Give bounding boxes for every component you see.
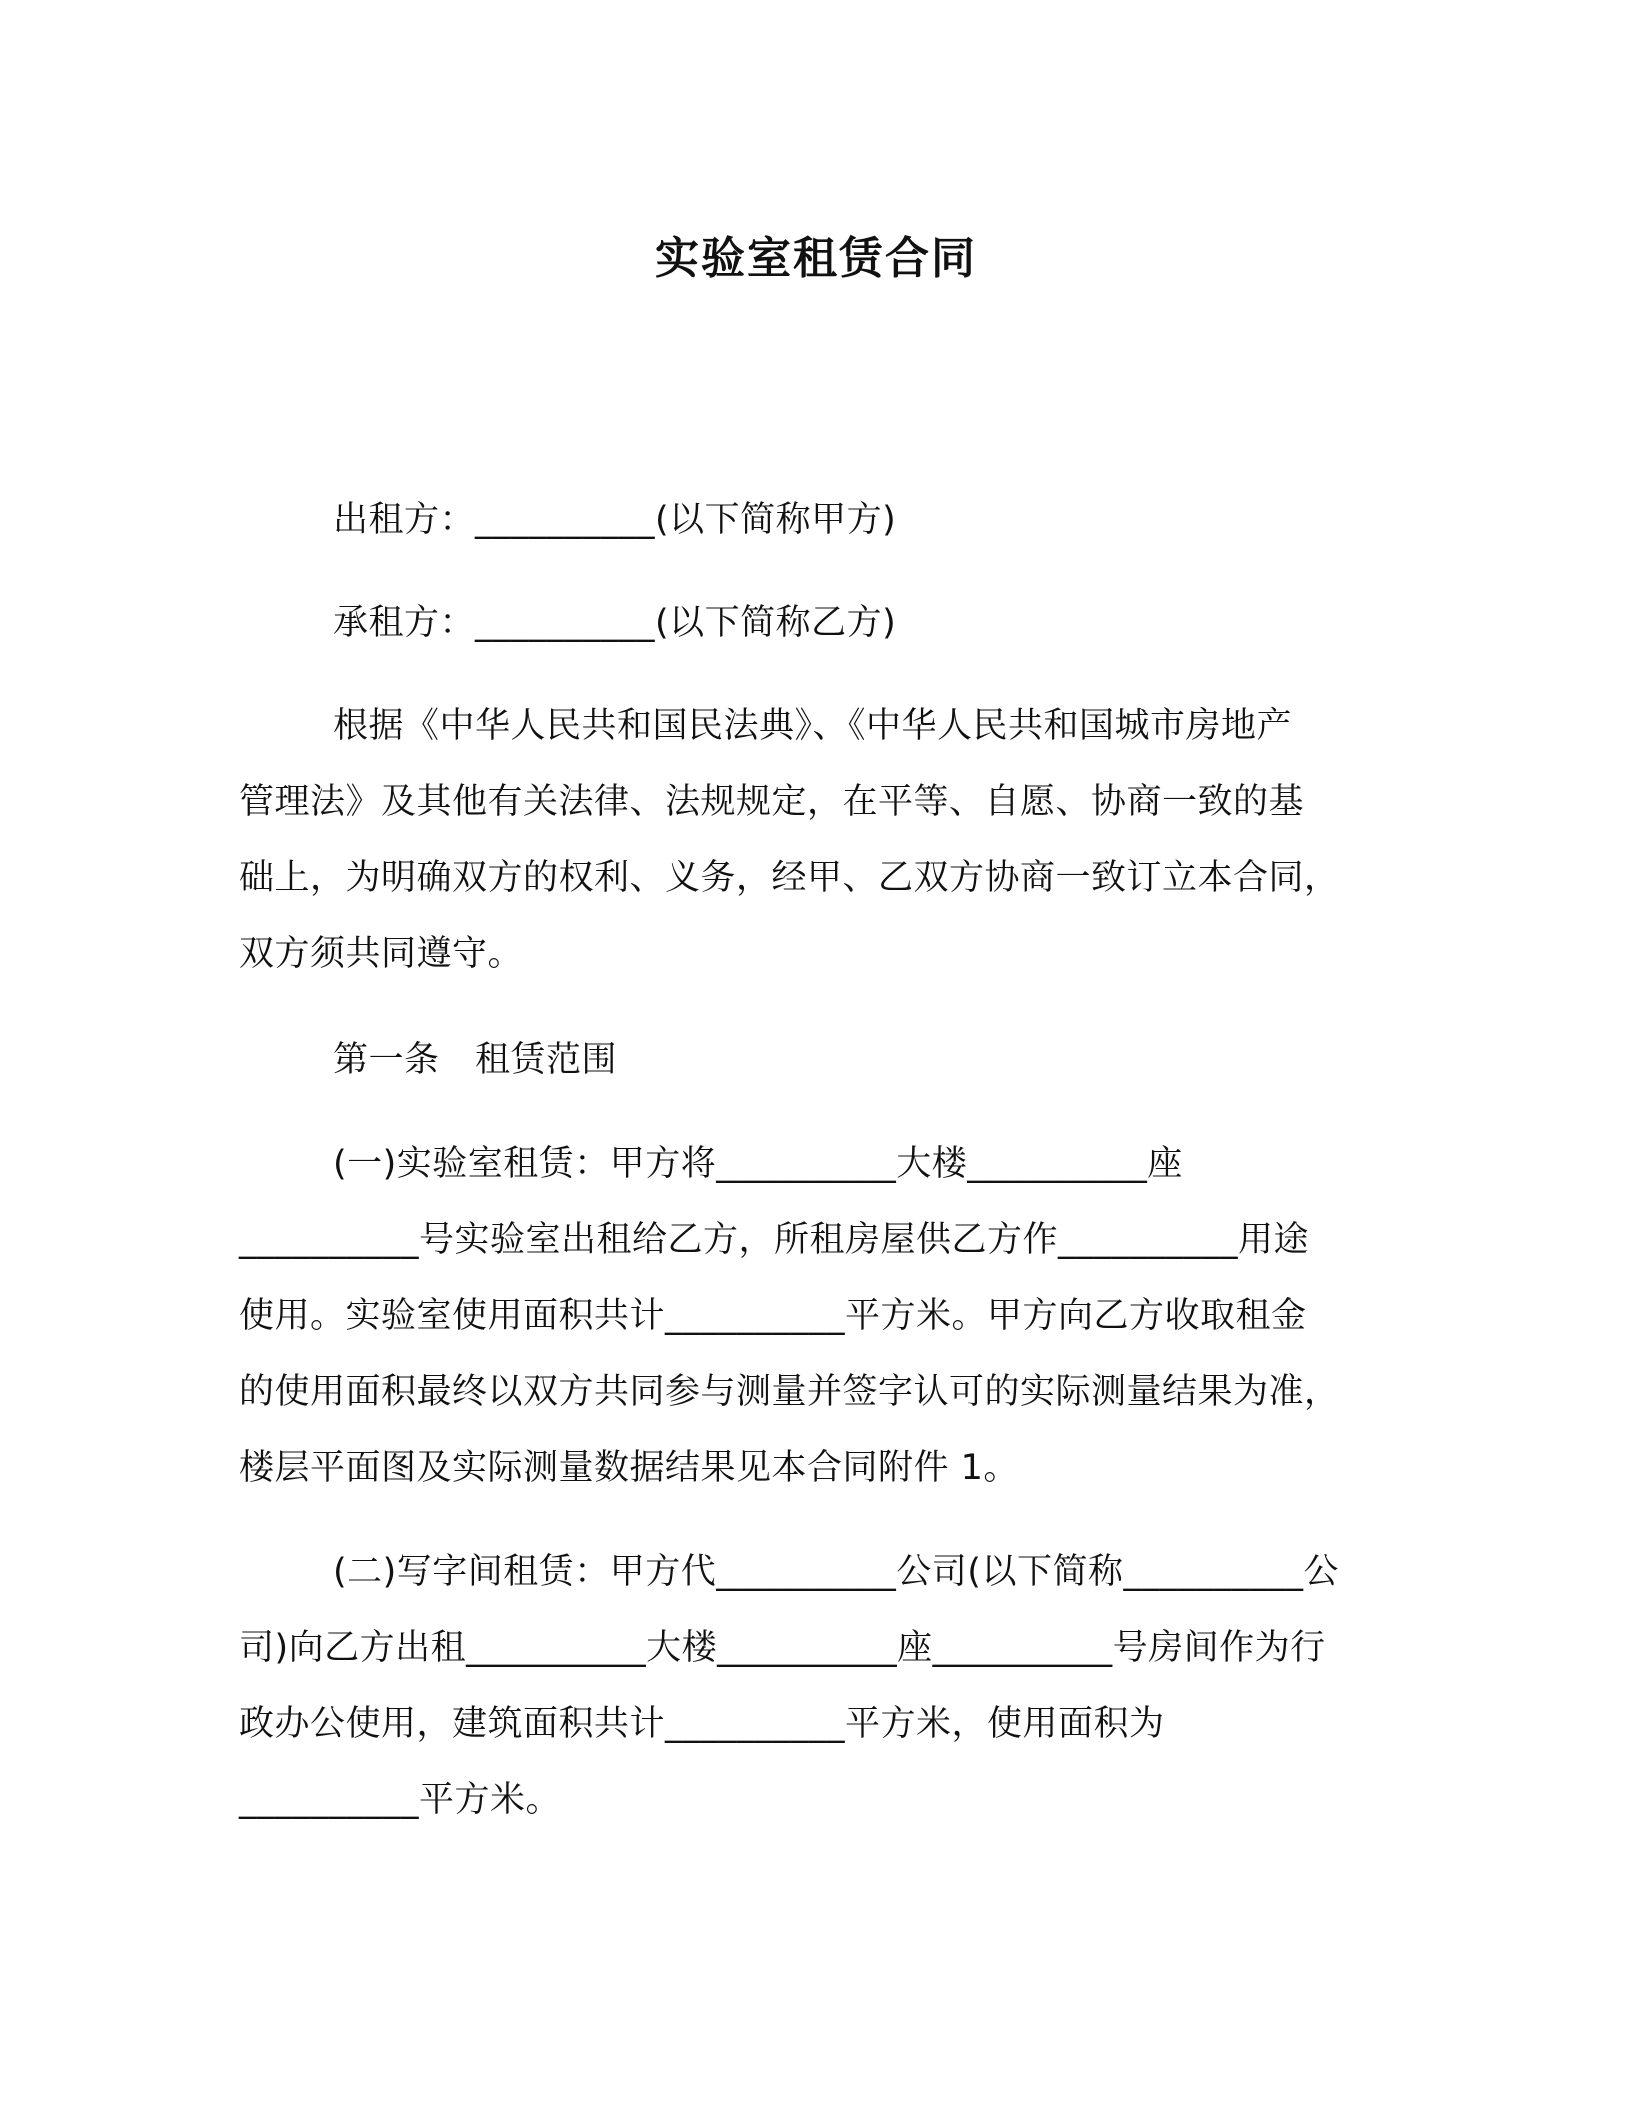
preamble-line: 根据《中华人民共和国民法典》、《中华人民共和国城市房地产 xyxy=(333,706,1293,746)
clause-line: 政办公使用，建筑面积共计__________平方米，使用面积为 xyxy=(239,1704,1165,1744)
clause-line: __________平方米。 xyxy=(239,1780,562,1820)
clause-line: __________号实验室出租给乙方，所租房屋供乙方作__________用途 xyxy=(239,1220,1310,1260)
lessee-line: 承租方：__________(以下简称乙方) xyxy=(333,603,897,643)
preamble-line: 础上，为明确双方的权利、义务，经甲、乙双方协商一致订立本合同， xyxy=(239,858,1340,898)
clause-line: 司)向乙方出租__________大楼__________座__________号房间作为行 xyxy=(239,1628,1326,1668)
preamble-line: 管理法》及其他有关法律、法规规定，在平等、自愿、协商一致的基 xyxy=(239,782,1305,822)
article-heading: 第一条 租赁范围 xyxy=(333,1040,618,1080)
preamble-line: 双方须共同遵守。 xyxy=(239,934,524,974)
clause-line: 楼层平面图及实际测量数据结果见本合同附件 1。 xyxy=(239,1448,1019,1488)
document-title: 实验室租赁合同 xyxy=(655,233,977,284)
clause-line: (一)实验室租赁：甲方将__________大楼__________座 xyxy=(333,1144,1183,1184)
clause-line: (二)写字间租赁：甲方代__________公司(以下简称__________公 xyxy=(333,1552,1339,1592)
lessor-line: 出租方：__________(以下简称甲方) xyxy=(333,500,897,540)
clause-line: 的使用面积最终以双方共同参与测量并签字认可的实际测量结果为准， xyxy=(239,1372,1340,1412)
clause-line: 使用。实验室使用面积共计__________平方米。甲方向乙方收取租金 xyxy=(239,1296,1307,1336)
